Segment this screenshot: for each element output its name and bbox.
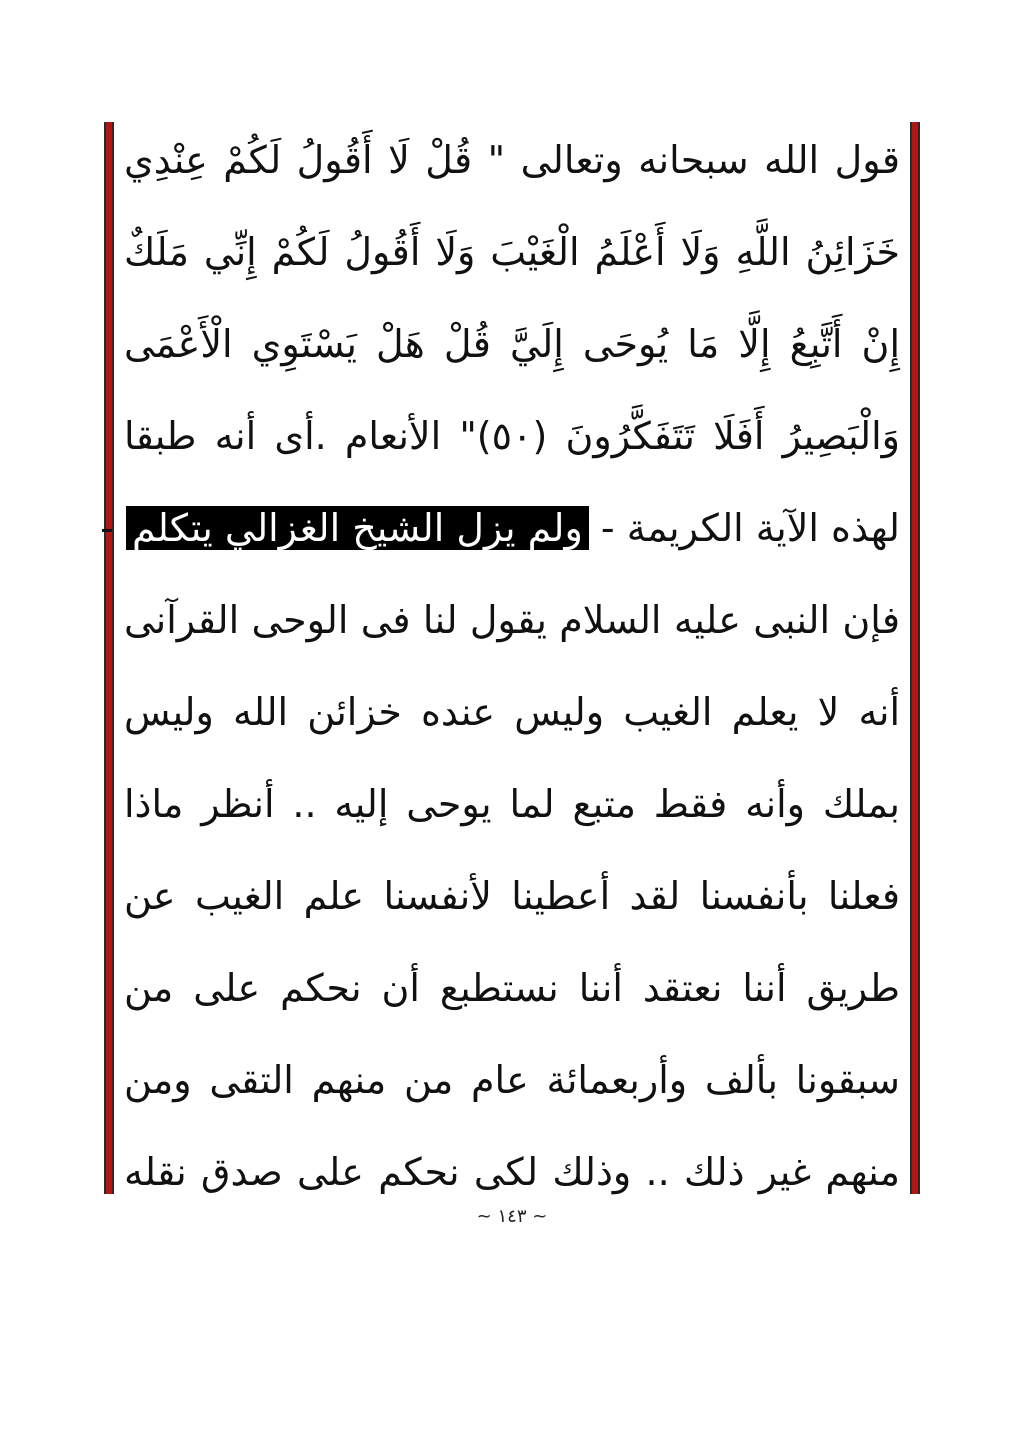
text-line: خَزَائِنُ اللَّهِ وَلَا أَعْلَمُ الْغَيْبَ وَلَا أَقُولُ لَكُمْ إِنِّي مَلَكٌ [124,230,900,274]
text-line: إِنْ أَتَّبِعُ إِلَّا مَا يُوحَى إِلَيَّ قُلْ هَلْ يَسْتَوِي الْأَعْمَى [124,322,900,366]
highlighted-text: ولم يزل الشيخ الغزالي يتكلم [126,506,589,550]
line-segment: - [100,506,126,550]
text-line: وَالْبَصِيرُ أَفَلَا تَتَفَكَّرُونَ (٥٠)" الأنعام .أى أنه طبقا [124,414,900,458]
text-line: سبقونا بألف وأربعمائة عام من منهم التقى ومن [124,1058,900,1102]
text-line: قول الله سبحانه وتعالى " قُلْ لَا أَقُولُ لَكُمْ عِنْدِي [124,138,900,182]
text-line: طريق أننا نعتقد أننا نستطبع أن نحكم على من [124,966,900,1010]
line-segment: لهذه الآية الكريمة - [588,506,900,550]
text-line-with-highlight [100,482,900,574]
page-number: ~ ١٤٣ ~ [476,1206,548,1227]
body-text [100,122,900,1218]
page-frame [100,122,920,1194]
text-line: بملك وأنه فقط متبع لما يوحى إليه .. أنظر ماذا [124,782,900,826]
text-line: منهم غير ذلك .. وذلك لكى نحكم على صدق نقله [124,1150,900,1194]
text-line: فعلنا بأنفسنا لقد أعطينا لأنفسنا علم الغيب عن [124,874,900,918]
right-border [908,122,920,1194]
text-line: فإن النبى عليه السلام يقول لنا فى الوحى القرآنى [124,598,900,642]
text-line: أنه لا يعلم الغيب وليس عنده خزائن الله وليس [124,690,900,734]
left-border [104,122,116,1194]
